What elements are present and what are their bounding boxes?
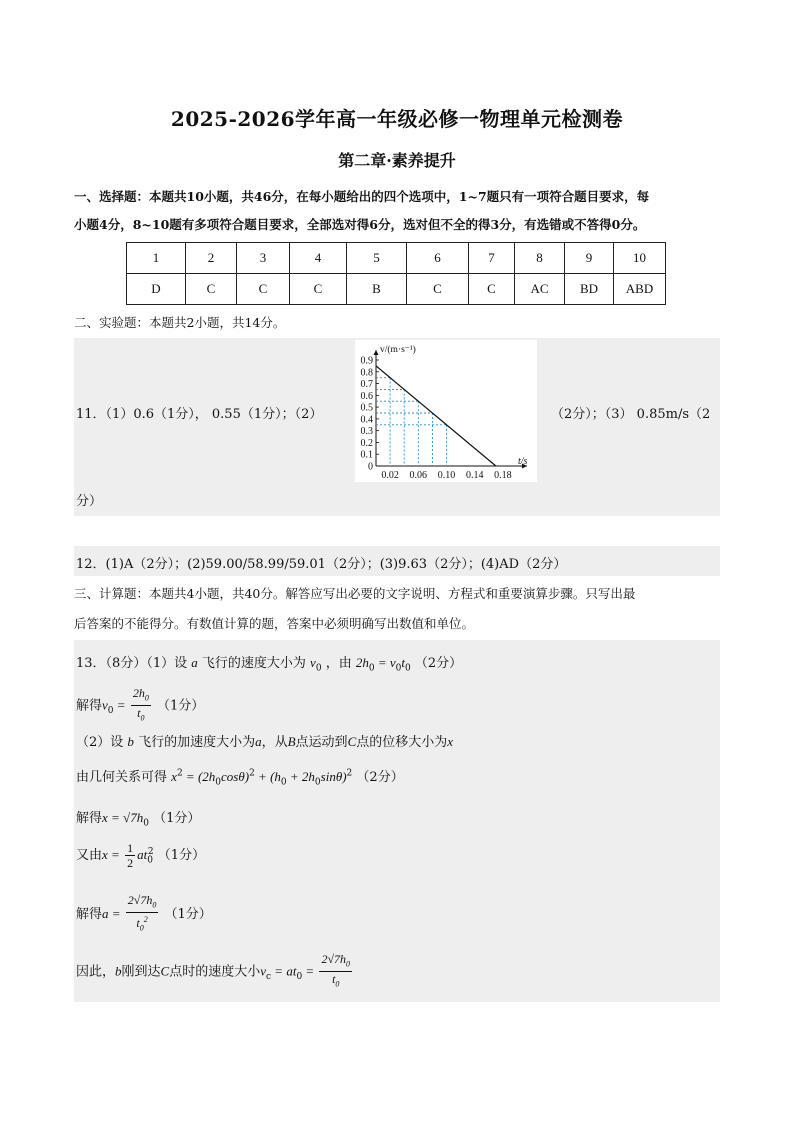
section1-instruction: [74, 183, 724, 239]
q11-text-right: （2分）；（3） 0.85m/s（2: [551, 407, 711, 422]
answer-table-answer-row: [127, 274, 666, 305]
y-tick-label: 0.2: [360, 437, 373, 449]
x-axis-label: t/s: [518, 456, 528, 467]
question-number-cell: 9: [565, 243, 614, 274]
y-tick-label: 0.4: [360, 414, 373, 426]
x-tick-label: 0.02: [381, 470, 399, 481]
q13-line7: 解得a = $\frac{2√7h_0}{t_0^2}$ （1分）: [76, 893, 212, 936]
y-axis-label: v/(m·s⁻¹): [380, 345, 416, 355]
x-tick-label: 0.10: [437, 470, 456, 481]
y-tick-label: 0.8: [360, 367, 373, 379]
answer-cell: C: [469, 274, 515, 305]
question-number-cell: 1: [127, 243, 186, 274]
x-tick-label: 0.18: [494, 470, 512, 481]
page-title: 2025-2026学年高一年级必修一物理单元检测卷: [170, 107, 624, 131]
fraction: $\frac{1}{2}$: [127, 841, 134, 870]
y-tick-label: 0.3: [360, 426, 373, 438]
section1-instruction-line1: 一、选择题：本题共10小题，共46分，在每小题给出的四个选项中，1~7题只有一项符合题目要求，每: [74, 189, 650, 204]
y-tick-label: 0: [368, 461, 373, 473]
section3-instruction-line1: 三、计算题：本题共4小题，共40分。解答应写出必要的文字说明、方程式和重要演算步骤。只写出最: [74, 586, 636, 601]
q13-line8: 因此，b刚到达C点时的速度大小$v_c = at_0$ = $\frac{2√7h_0}{t_0}$: [76, 952, 354, 992]
fraction: $\frac{2h_0}{t_0}$: [132, 686, 149, 723]
answer-cell: C: [237, 274, 290, 305]
y-tick-label: 0.5: [360, 402, 373, 414]
question-number-cell: 2: [186, 243, 237, 274]
q13-line2: 解得$v_0$ = $\frac{2h_0}{t_0}$ （1分）: [76, 686, 204, 726]
q12-text: 12．(1)A（2分）；(2)59.00/58.99/59.01（2分）；(3)9.63（2分）；(4)AD（2分）: [76, 557, 567, 572]
question-number-cell: 6: [407, 243, 469, 274]
page-subtitle: 第二章·素养提升: [338, 151, 456, 170]
answer-cell: BD: [565, 274, 614, 305]
section1-instruction-line2: 小题4分，8~10题有多项符合题目要求，全部选对得6分，选对但不全的得3分，有选错或不答得0分。: [74, 217, 646, 232]
question-number-cell: 5: [347, 243, 407, 274]
velocity-line: [376, 366, 496, 466]
q13-line5: 解得$x = √7h_0$ （1分）: [76, 810, 201, 829]
answer-cell: C: [290, 274, 347, 305]
question-number-cell: 4: [290, 243, 347, 274]
section2-instruction: 二、实验题：本题共2小题，共14分。: [74, 315, 286, 330]
answer-cell: C: [407, 274, 469, 305]
answer-cell: D: [127, 274, 186, 305]
q11-text-left: 11．（1）0.6（1分）， 0.55（1分）；（2）: [76, 407, 323, 422]
question-number-cell: 8: [515, 243, 565, 274]
y-tick-label: 0.9: [360, 355, 373, 367]
section3-instruction-line2: 后答案的不能得分。有数值计算的题，答案中必须明确写出数值和单位。: [74, 616, 475, 631]
fraction: $\frac{2√7h_0}{t_0^2}$: [127, 893, 157, 933]
q13-line6: 又由x = $\frac{1}{2}$ $at_0^2$ （1分）: [76, 841, 206, 870]
answer-table-header-row: [127, 243, 666, 274]
fraction: $\frac{2√7h_0}{t_0}$: [321, 952, 351, 989]
q11-text-cont: 分）: [76, 494, 103, 509]
y-tick-label: 0.1: [360, 449, 373, 461]
vt-graph-svg: [355, 340, 537, 482]
question-number-cell: 3: [237, 243, 290, 274]
section3-instruction: [74, 579, 724, 639]
y-axis-arrow: [374, 350, 379, 355]
y-tick-label: 0.7: [360, 379, 373, 391]
x-tick-label: 0.06: [409, 470, 428, 481]
vt-graph: [355, 340, 537, 482]
answer-table: [126, 242, 666, 305]
question-number-cell: 10: [614, 243, 666, 274]
answer-cell: ABD: [614, 274, 666, 305]
answer-cell: C: [186, 274, 237, 305]
y-tick-label: 0.6: [360, 390, 373, 402]
answer-cell: AC: [515, 274, 565, 305]
q13-line3: （2）设 b 飞行的加速度大小为a，从B点运动到C点的位移大小为x: [76, 734, 454, 750]
q13-line1: 13．（8分）（1）设 a 飞行的速度大小为 $v_0$ ，由 $2h_0 = v_0t_0$ （2分）: [76, 655, 463, 674]
x-tick-label: 0.14: [465, 470, 484, 481]
q13-line4: 由几何关系可得 $x^2 = (2h_0\cos\theta)^2 + (h_0 + 2h_0\sin\theta)^2$ （2分）: [76, 768, 404, 788]
answer-cell: B: [347, 274, 407, 305]
question-number-cell: 7: [469, 243, 515, 274]
